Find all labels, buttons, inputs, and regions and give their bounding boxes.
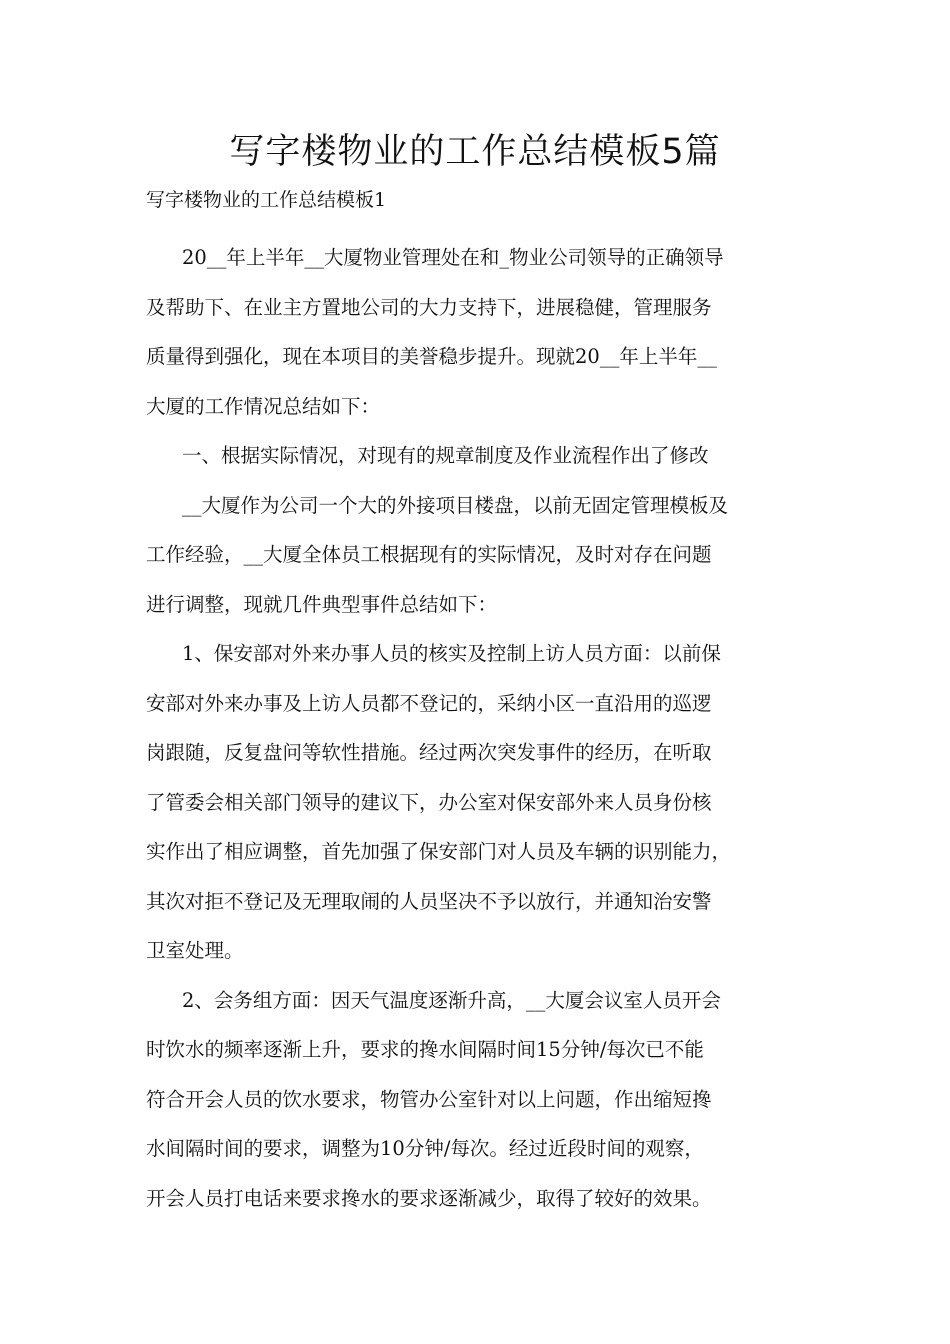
text-line: 质量得到强化，现在本项目的美誉稳步提升。现就20__年上半年__	[146, 345, 717, 368]
text-line: 其次对拒不登记及无理取闹的人员坚决不予以放行，并通知治安警	[146, 889, 712, 913]
section-heading	[146, 431, 826, 481]
paragraph-item-2	[146, 976, 826, 1224]
text-line: 1、保安部对外来办事人员的核实及控制上访人员方面：以前保	[182, 642, 721, 665]
text-line: 安部对外来办事及上访人员都不登记的，采纳小区一直沿用的巡逻	[146, 691, 712, 715]
paragraph-background	[146, 481, 826, 630]
text-line: 工作经验，__大厦全体员工根据现有的实际情况，及时对存在问题	[146, 543, 712, 566]
document-subtitle: 写字楼物业的工作总结模板1	[146, 189, 387, 211]
document-body	[146, 233, 826, 1223]
text-line: __大厦作为公司一个大的外接项目楼盘，以前无固定管理模板及	[182, 493, 729, 517]
text-line: 大厦的工作情况总结如下：	[146, 394, 381, 418]
text-line: 时饮水的频率逐渐上升，要求的搀水间隔时间15分钟/每次已不能	[146, 1038, 704, 1061]
text-line: 水间隔时间的要求，调整为10分钟/每次。经过近段时间的观察，	[146, 1137, 704, 1160]
text-line: 实作出了相应调整，首先加强了保安部门对人员及车辆的识别能力，	[146, 840, 732, 863]
text-line: 岗跟随，反复盘问等软性措施。经过两次突发事件的经历，在听取	[146, 741, 712, 764]
paragraph-item-1	[146, 629, 826, 976]
document-title: 写字楼物业的工作总结模板5篇	[229, 132, 721, 172]
text-line: 20__年上半年__大厦物业管理处在和_物业公司领导的正确领导	[182, 246, 724, 269]
paragraph-intro	[146, 233, 826, 431]
text-line: 卫室处理。	[146, 939, 244, 962]
text-line: 及帮助下、在业主方置地公司的大力支持下，进展稳健，管理服务	[146, 295, 712, 319]
text-line: 一、根据实际情况，对现有的规章制度及作业流程作出了修改	[182, 444, 709, 467]
text-line: 符合开会人员的饮水要求，物管办公室针对以上问题，作出缩短搀	[146, 1087, 712, 1111]
text-line: 2、会务组方面：因天气温度逐渐升高，__大厦会议室人员开会	[182, 988, 721, 1012]
text-line: 了管委会相关部门领导的建议下，办公室对保安部外来人员身份核	[146, 790, 712, 814]
text-line: 开会人员打电话来要求搀水的要求逐渐减少，取得了较好的效果。	[146, 1186, 712, 1210]
text-line: 进行调整，现就几件典型事件总结如下：	[146, 592, 498, 616]
